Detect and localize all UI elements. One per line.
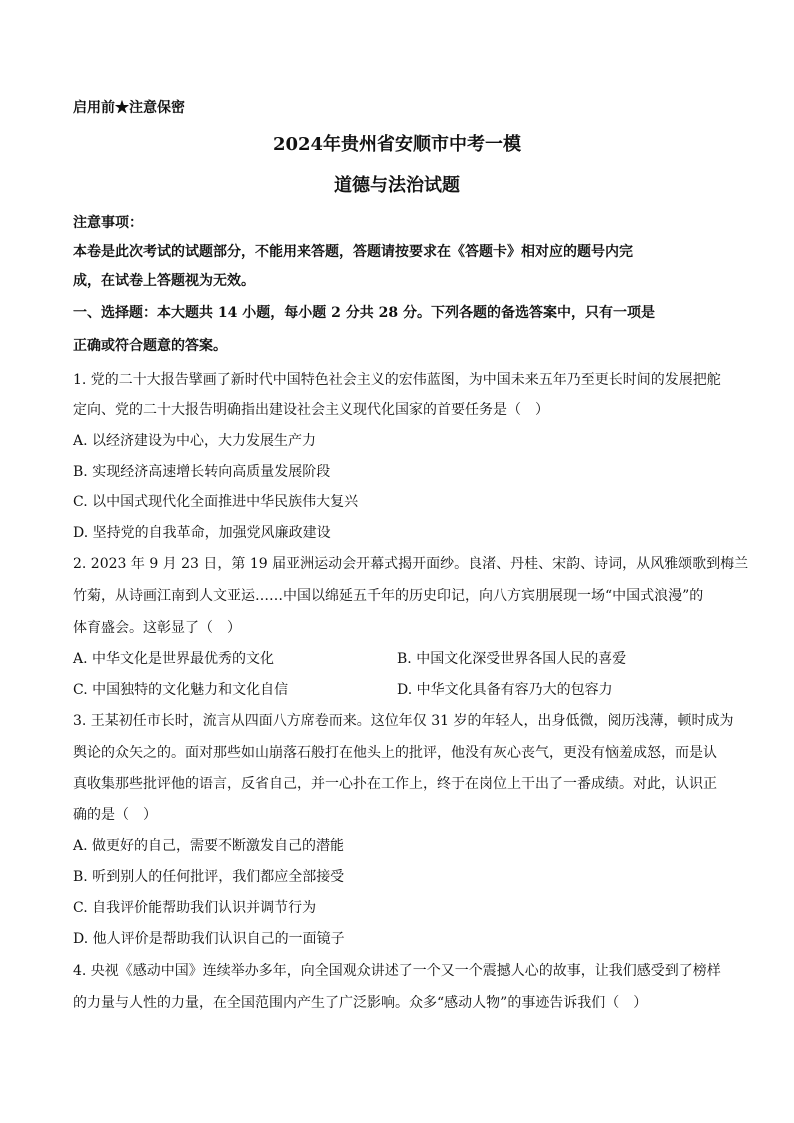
- question-1-option-a: A. 以经济建设为中心，大力发展生产力: [73, 433, 317, 449]
- question-1-option-d: D. 坚持党的自我革命，加强党风廉政建设: [73, 525, 331, 541]
- question-4-text: 4. 央视《感动中国》连续举办多年，向全国观众讲述了一个又一个震撼人心的故事，让我们感受到了榜样: [73, 963, 721, 979]
- question-2-option-a: A. 中华文化是世界最优秀的文化: [73, 651, 275, 667]
- question-1-text: 定向、党的二十大报告明确指出建设社会主义现代化国家的首要任务是（ ）: [73, 402, 549, 418]
- exam-title: 2024年贵州省安顺市中考一模: [272, 134, 522, 155]
- confidential-label: 启用前★注意保密: [73, 100, 185, 116]
- question-2-text: 2. 2023 年 9 月 23 日，第 19 届亚洲运动会开幕式揭开面纱。良渚、丹桂、宋韵、诗词，从风雅颂歌到梅兰: [73, 556, 749, 572]
- question-4-text: 的力量与人性的力量，在全国范围内产生了广泛影响。众多“感动人物”的事迹告诉我们（ ）: [73, 995, 648, 1011]
- question-2-text: 竹菊，从诗画江南到人文亚运……中国以绵延五千年的历史印记，向八方宾朋展现一场“中国式浪漫”的: [73, 588, 704, 604]
- question-3-text: 真收集那些批评他的语言，反省自己，并一心扑在工作上，终于在岗位上干出了一番成绩。对此，认识正: [73, 776, 717, 792]
- notice-line: 成，在试卷上答题视为无效。: [73, 273, 255, 289]
- question-2-text: 体育盛会。这彰显了（ ）: [73, 620, 241, 636]
- section-heading: 一、选择题：本大题共 14 小题，每小题 2 分共 28 分。下列各题的备选答案中，只有一项是: [73, 305, 655, 321]
- question-2-option-d: D. 中华文化具备有容乃大的包容力: [397, 682, 613, 698]
- notice-heading: 注意事项：: [73, 215, 143, 231]
- question-3-text: 确的是（ ）: [73, 807, 157, 823]
- question-3-text: 舆论的众矢之的。面对那些如山崩落石般打在他头上的批评，他没有灰心丧气，更没有恼羞成怒，而是认: [73, 745, 717, 761]
- exam-subtitle: 道德与法治试题: [334, 175, 460, 196]
- question-1-option-c: C. 以中国式现代化全面推进中华民族伟大复兴: [73, 494, 359, 510]
- question-3-text: 3. 王某初任市长时，流言从四面八方席卷而来。这位年仅 31 岁的年轻人，出身低微，阅历浅薄，顿时成为: [73, 713, 734, 729]
- notice-line: 本卷是此次考试的试题部分，不能用来答题，答题请按要求在《答题卡》相对应的题号内完: [73, 244, 633, 260]
- question-1-text: 1. 党的二十大报告擘画了新时代中国特色社会主义的宏伟蓝图，为中国未来五年乃至更长时间的发展把舵: [73, 372, 721, 388]
- question-3-option-d: D. 他人评价是帮助我们认识自己的一面镜子: [73, 931, 345, 947]
- question-2-option-c: C. 中国独特的文化魅力和文化自信: [73, 682, 289, 698]
- question-3-option-a: A. 做更好的自己，需要不断激发自己的潜能: [73, 838, 345, 854]
- question-1-option-b: B. 实现经济高速增长转向高质量发展阶段: [73, 464, 331, 480]
- question-3-option-c: C. 自我评价能帮助我们认识并调节行为: [73, 900, 317, 916]
- section-heading: 正确或符合题意的答案。: [73, 338, 227, 354]
- question-3-option-b: B. 听到别人的任何批评，我们都应全部接受: [73, 869, 345, 885]
- question-2-option-b: B. 中国文化深受世界各国人民的喜爱: [397, 651, 627, 667]
